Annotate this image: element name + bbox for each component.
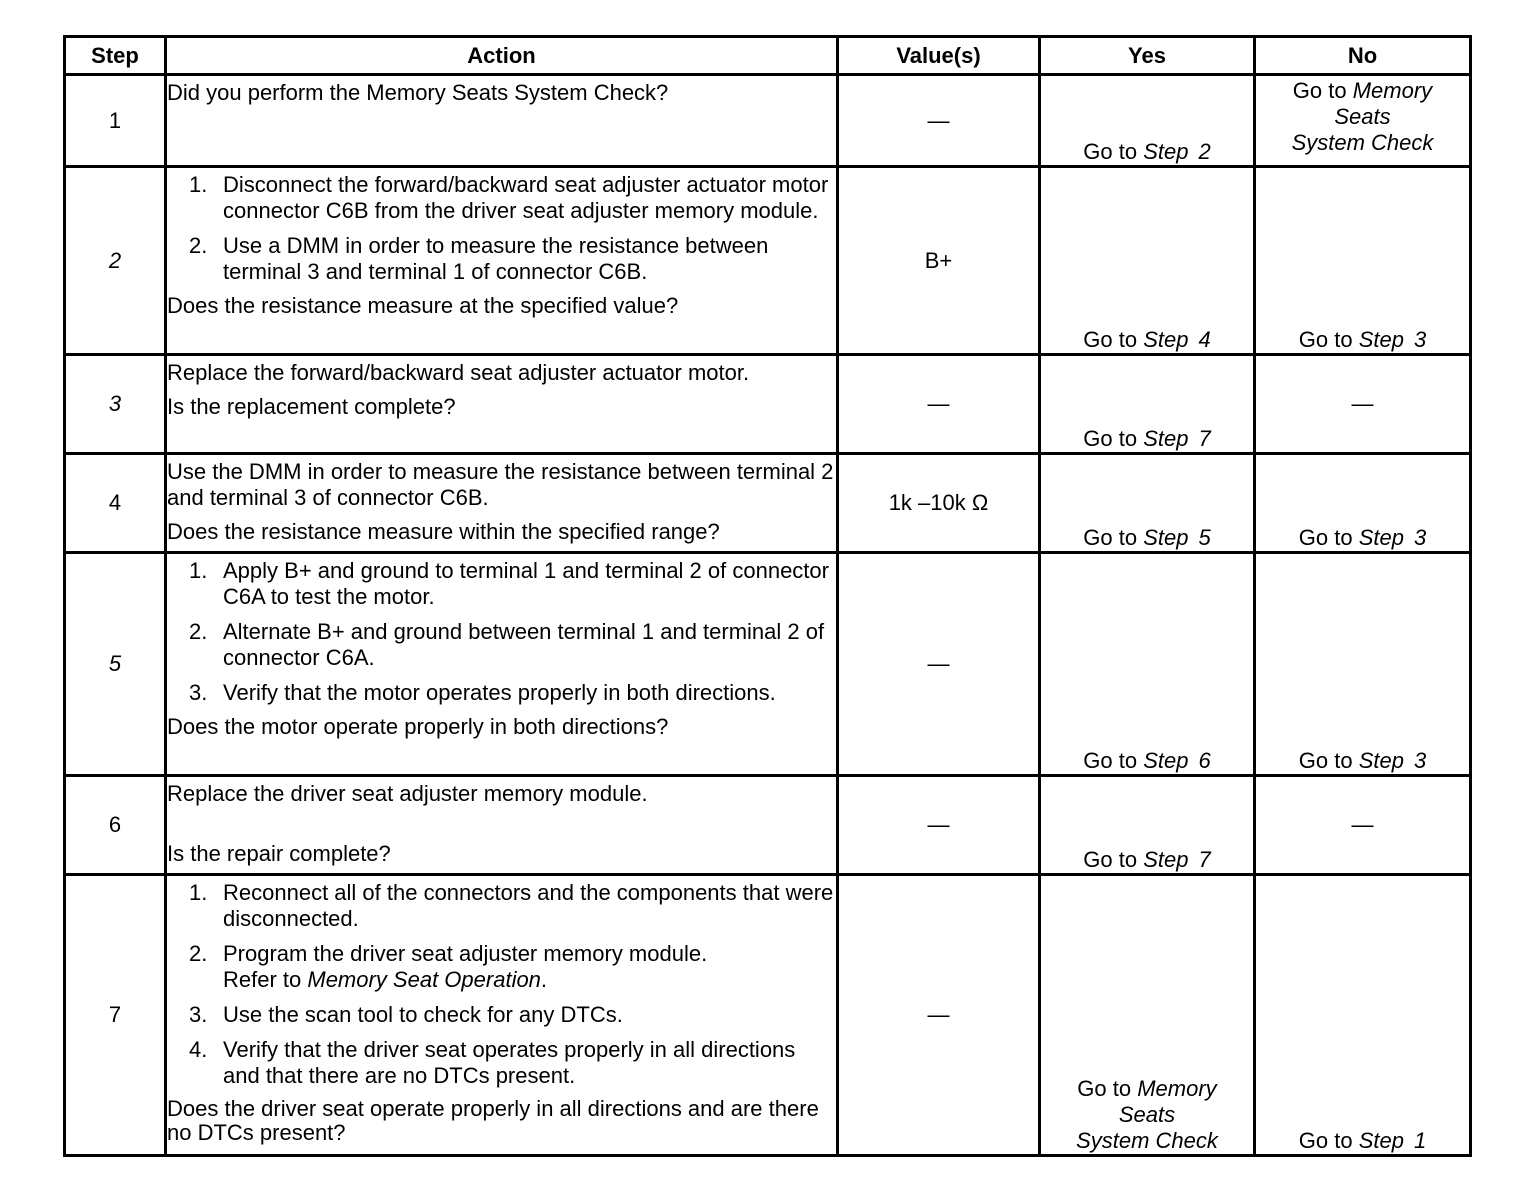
action-cell bbox=[166, 167, 838, 355]
goto-step-number: 1 bbox=[1413, 1128, 1427, 1153]
step-number: 1 bbox=[65, 75, 166, 167]
table-row bbox=[65, 454, 1471, 553]
list-item-text: Reconnect all of the connectors and the components that were disconnected. bbox=[223, 880, 834, 931]
diagnostic-table bbox=[63, 35, 1472, 1157]
no-cell bbox=[1255, 75, 1471, 167]
goto-target-line: Seats bbox=[1118, 1102, 1176, 1127]
action-cell bbox=[166, 776, 838, 875]
header-action: Action bbox=[166, 37, 838, 75]
no-cell bbox=[1255, 167, 1471, 355]
yes-cell bbox=[1040, 167, 1255, 355]
action-cell bbox=[166, 355, 838, 454]
header-no: No bbox=[1255, 37, 1471, 75]
list-item: 2. Program the driver seat adjuster memory module. Refer to Memory Seat Operation. bbox=[189, 941, 708, 992]
value-cell: — bbox=[838, 355, 1040, 454]
header-step: Step bbox=[65, 37, 166, 75]
yes-cell bbox=[1040, 875, 1255, 1156]
list-item-text: Use the scan tool to check for any DTCs. bbox=[223, 1002, 623, 1027]
header-row bbox=[65, 37, 1471, 75]
yes-cell bbox=[1040, 776, 1255, 875]
no-cell bbox=[1255, 875, 1471, 1156]
list-item-text: Verify that the motor operates properly in both directions. bbox=[223, 680, 776, 705]
value-cell: — bbox=[838, 776, 1040, 875]
goto-step-label: Step bbox=[1143, 525, 1189, 550]
action-question: Is the repair complete? bbox=[167, 841, 391, 866]
step-number: 5 bbox=[65, 553, 166, 776]
action-text: Replace the driver seat adjuster memory module. bbox=[167, 781, 648, 806]
list-item-text: Verify that the driver seat operates properly in all directions and that there are no DTCs present. bbox=[223, 1037, 796, 1088]
goto-step-label: Step bbox=[1358, 1128, 1404, 1153]
goto-target-line: Seats bbox=[1334, 104, 1391, 129]
action-cell bbox=[166, 454, 838, 553]
step-number: 4 bbox=[65, 454, 166, 553]
list-item: 1. Reconnect all of the connectors and the components that were disconnected. bbox=[189, 880, 834, 931]
step-number: 6 bbox=[65, 776, 166, 875]
goto-step-number: 3 bbox=[1413, 748, 1427, 773]
goto-prefix: Go to bbox=[1083, 748, 1138, 773]
header-values: Value(s) bbox=[838, 37, 1040, 75]
action-text: Did you perform the Memory Seats System Check? bbox=[167, 80, 669, 105]
goto-step-number: 5 bbox=[1198, 525, 1211, 550]
value-cell: — bbox=[838, 553, 1040, 776]
goto-prefix: Go to bbox=[1292, 78, 1347, 103]
yes-cell bbox=[1040, 553, 1255, 776]
goto-target-line: Memory bbox=[1352, 78, 1433, 103]
goto-prefix: Go to bbox=[1083, 327, 1138, 352]
goto-prefix: Go to bbox=[1083, 847, 1138, 872]
action-cell bbox=[166, 75, 838, 167]
action-list bbox=[167, 558, 836, 706]
goto-prefix: Go to bbox=[1298, 1128, 1353, 1153]
goto-step-label: Step bbox=[1358, 525, 1404, 550]
action-question: Does the motor operate properly in both directions? bbox=[167, 714, 669, 739]
goto-step-number: 3 bbox=[1413, 525, 1427, 550]
goto-step-number: 3 bbox=[1413, 327, 1427, 352]
value-cell: 1k –10k Ω bbox=[838, 454, 1040, 553]
action-cell bbox=[166, 553, 838, 776]
action-text: Replace the forward/backward seat adjuster actuator motor. bbox=[167, 360, 750, 385]
list-item-text: Disconnect the forward/backward seat adjuster actuator motor connector C6B from the driver seat adjuster memory module. bbox=[223, 172, 829, 223]
table-row bbox=[65, 355, 1471, 454]
table-row bbox=[65, 776, 1471, 875]
goto-prefix: Go to bbox=[1077, 1076, 1132, 1101]
step-number: 3 bbox=[65, 355, 166, 454]
goto-prefix: Go to bbox=[1083, 426, 1138, 451]
list-item: 1. Apply B+ and ground to terminal 1 and terminal 2 of connector C6A to test the motor. bbox=[189, 558, 829, 609]
yes-cell bbox=[1040, 454, 1255, 553]
action-question: Does the resistance measure at the specified value? bbox=[167, 293, 679, 318]
goto-step-label: Step bbox=[1358, 327, 1404, 352]
goto-step-number: 2 bbox=[1198, 139, 1211, 164]
goto-step-number: 7 bbox=[1198, 426, 1211, 451]
list-item-text: Apply B+ and ground to terminal 1 and terminal 2 of connector C6A to test the motor. bbox=[223, 558, 829, 609]
table-row bbox=[65, 167, 1471, 355]
list-item: 2. Use a DMM in order to measure the resistance between terminal 3 and terminal 1 of connector C6B. bbox=[189, 233, 769, 284]
table-row bbox=[65, 553, 1471, 776]
goto-target-line: System Check bbox=[1291, 130, 1434, 155]
table-row bbox=[65, 75, 1471, 167]
no-cell bbox=[1255, 454, 1471, 553]
step-number: 7 bbox=[65, 875, 166, 1156]
goto-prefix: Go to bbox=[1298, 525, 1353, 550]
goto-step-label: Step bbox=[1143, 847, 1189, 872]
goto-step-number: 4 bbox=[1198, 327, 1211, 352]
list-item: 4. Verify that the driver seat operates properly in all directions and that there are no DTCs present. bbox=[189, 1037, 796, 1088]
table-row bbox=[65, 875, 1471, 1156]
value-cell: — bbox=[838, 75, 1040, 167]
no-cell bbox=[1255, 553, 1471, 776]
header-yes: Yes bbox=[1040, 37, 1255, 75]
list-item: 2. Alternate B+ and ground between terminal 1 and terminal 2 of connector C6A. bbox=[189, 619, 825, 670]
goto-target-line: System Check bbox=[1076, 1128, 1218, 1153]
value-cell: — bbox=[838, 875, 1040, 1156]
goto-target-line: Memory bbox=[1137, 1076, 1217, 1101]
list-item-text: Alternate B+ and ground between terminal 1 and terminal 2 of connector C6A. bbox=[223, 619, 825, 670]
action-question: Is the replacement complete? bbox=[167, 394, 456, 419]
goto-step-number: 7 bbox=[1198, 847, 1211, 872]
list-item-text: Program the driver seat adjuster memory module. bbox=[223, 941, 708, 966]
step-number: 2 bbox=[65, 167, 166, 355]
list-item: 3. Use the scan tool to check for any DTCs. bbox=[189, 1002, 623, 1027]
goto-step-label: Step bbox=[1358, 748, 1404, 773]
goto-step-number: 6 bbox=[1198, 748, 1211, 773]
goto-step-label: Step bbox=[1143, 327, 1189, 352]
goto-prefix: Go to bbox=[1083, 139, 1138, 164]
action-text: Use the DMM in order to measure the resistance between terminal 2 and terminal 3 of connector C6B. bbox=[167, 459, 834, 510]
action-list bbox=[167, 880, 836, 1089]
goto-prefix: Go to bbox=[1298, 327, 1353, 352]
action-list bbox=[167, 172, 836, 285]
action-question: Does the resistance measure within the specified range? bbox=[167, 519, 720, 544]
goto-step-label: Step bbox=[1143, 748, 1189, 773]
no-cell: — bbox=[1255, 776, 1471, 875]
yes-cell bbox=[1040, 355, 1255, 454]
action-question: Does the driver seat operate properly in all directions and are there no DTCs present? bbox=[167, 1096, 819, 1145]
goto-prefix: Go to bbox=[1083, 525, 1138, 550]
list-item-text: Use a DMM in order to measure the resistance between terminal 3 and terminal 1 of connector C6B. bbox=[223, 233, 769, 284]
list-item-refer: Refer to bbox=[223, 967, 308, 992]
goto-step-label: Step bbox=[1143, 139, 1189, 164]
list-item: 1. Disconnect the forward/backward seat adjuster actuator motor connector C6B from the driver seat adjuster memory module. bbox=[189, 172, 829, 223]
yes-cell bbox=[1040, 75, 1255, 167]
goto-prefix: Go to bbox=[1298, 748, 1353, 773]
value-cell: B+ bbox=[838, 167, 1040, 355]
no-cell: — bbox=[1255, 355, 1471, 454]
list-item: 3. Verify that the motor operates properly in both directions. bbox=[189, 680, 776, 705]
list-item-reference: Memory Seat Operation bbox=[307, 967, 541, 992]
goto-step-label: Step bbox=[1143, 426, 1189, 451]
action-cell bbox=[166, 875, 838, 1156]
